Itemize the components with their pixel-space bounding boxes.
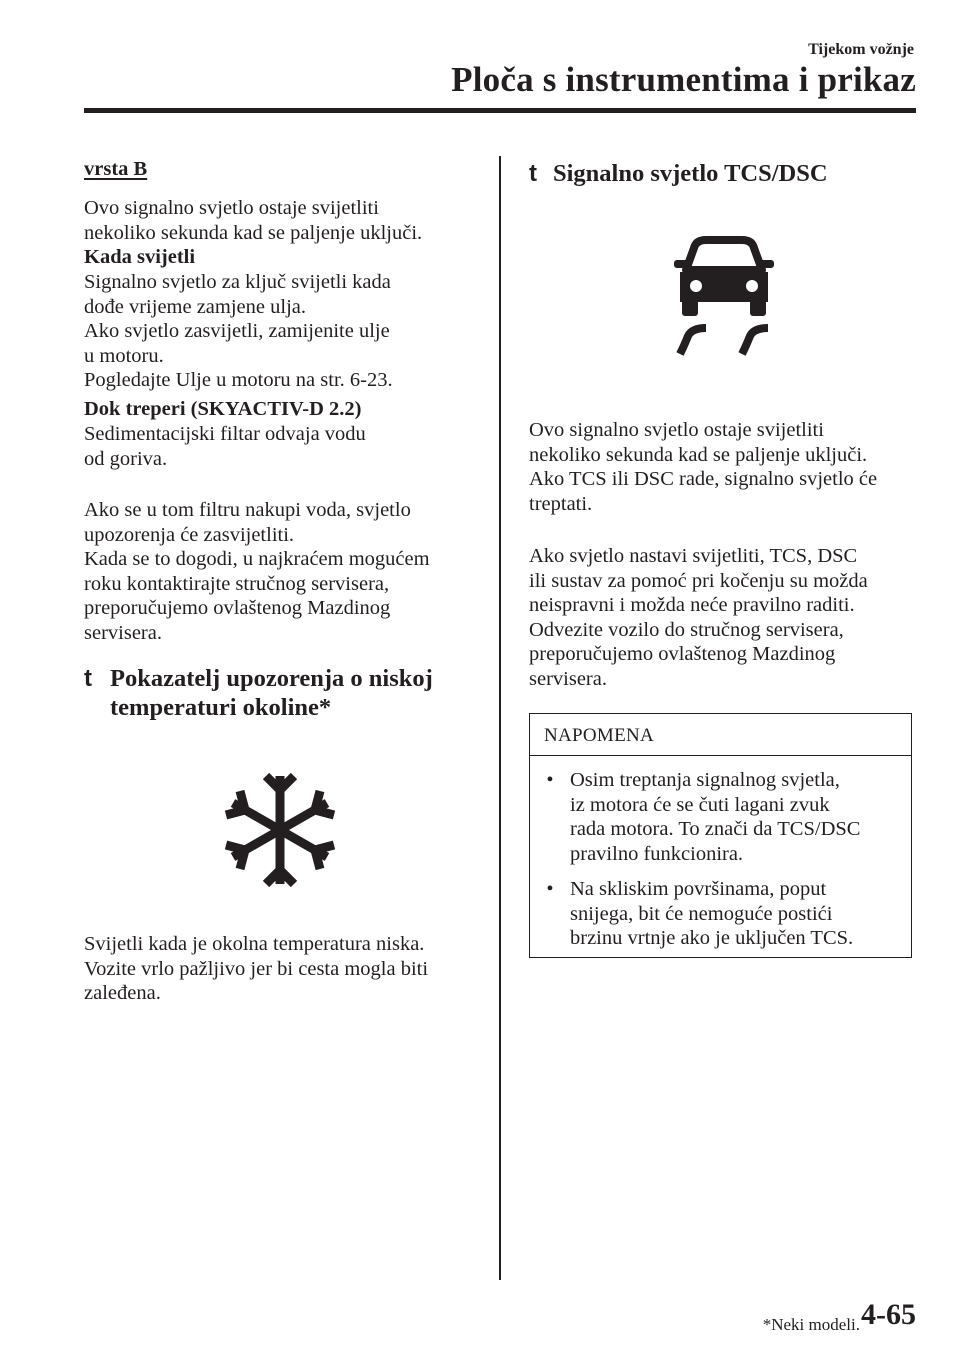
when-lit-paragraph: Signalno svjetlo za ključ svijetli kada dođe vrijeme zamjene ulja. Ako svjetlo zasvijetli, zamijenite ulje u motoru. Pogledajte Ulje u motoru na str. 6-23. — [84, 271, 393, 392]
header-divider — [84, 108, 916, 113]
tcs-intro-paragraph: Ovo signalno svjetlo ostaje svijetliti nekoliko sekunda kad se paljenje uključi. Ako TCS ili DSC rade, signalno svjetlo će treptati. — [529, 419, 878, 515]
section-title-tcs-dsc: Signalno svjetlo TCS/DSC — [553, 160, 828, 187]
note-box — [529, 713, 912, 958]
section-title-low-temp: Pokazatelj upozorenja o niskoj temperaturi okoline* — [110, 665, 433, 721]
section-marker: t — [84, 665, 92, 692]
column-divider — [499, 156, 501, 1280]
tcs-malfunction-paragraph: Ako svjetlo nastavi svijetliti, TCS, DSC ili sustav za pomoć pri kočenju su možda neispravni i možda neće pravilno raditi. Odvezite vozilo do stručnog servisera, preporučujemo ovlaštenog Mazdinog servisera. — [529, 545, 868, 690]
intro-paragraph: Ovo signalno svjetlo ostaje svijetliti nekoliko sekunda kad se paljenje uključi. — [84, 197, 423, 244]
water-filter-paragraph: Ako se u tom filtru nakupi voda, svjetlo upozorenja će zasvijetliti. Kada se to dogodi, u najkraćem mogućem roku kontaktirajte stručnog servisera, preporučujemo ovlaštenog Mazdinog servisera. — [84, 499, 430, 644]
chapter-label: Tijekom vožnje — [808, 41, 914, 58]
low-temp-paragraph: Svijetli kada je okolna temperatura niska. Vozite vrlo pažljivo jer bi cesta mogla biti zaleđena. — [84, 933, 429, 1005]
page-number: 4-65 — [861, 1298, 916, 1331]
subheading-when-lit: Kada svijetli — [84, 246, 196, 268]
section-marker: t — [529, 160, 537, 187]
flashing-paragraph: Sedimentacijski filtar odvaja vodu od goriva. — [84, 423, 366, 470]
note-header — [530, 714, 911, 756]
snowflake-icon — [222, 770, 338, 890]
footnote: *Neki modeli. — [762, 1315, 860, 1334]
page-title: Ploča s instrumentima i prikaz — [451, 60, 916, 99]
subheading-flashing: Dok treperi (SKYACTIV-D 2.2) — [84, 398, 362, 420]
note-item-text: Osim treptanja signalnog svjetla, iz motora će se čuti lagani zvuk rada motora. To znači da TCS/DSC pravilno funkcionira. — [570, 769, 861, 865]
tcs-dsc-skidding-car-icon — [672, 236, 776, 358]
note-title: NAPOMENA — [544, 725, 655, 746]
note-item-text: Na skliskim površinama, poput snijega, bit će nemoguće postići brzinu vrtnje ako je uključen TCS. — [570, 878, 854, 950]
type-heading: vrsta B — [84, 158, 148, 180]
bullet-icon: • — [546, 878, 554, 900]
bullet-icon: • — [546, 769, 554, 791]
